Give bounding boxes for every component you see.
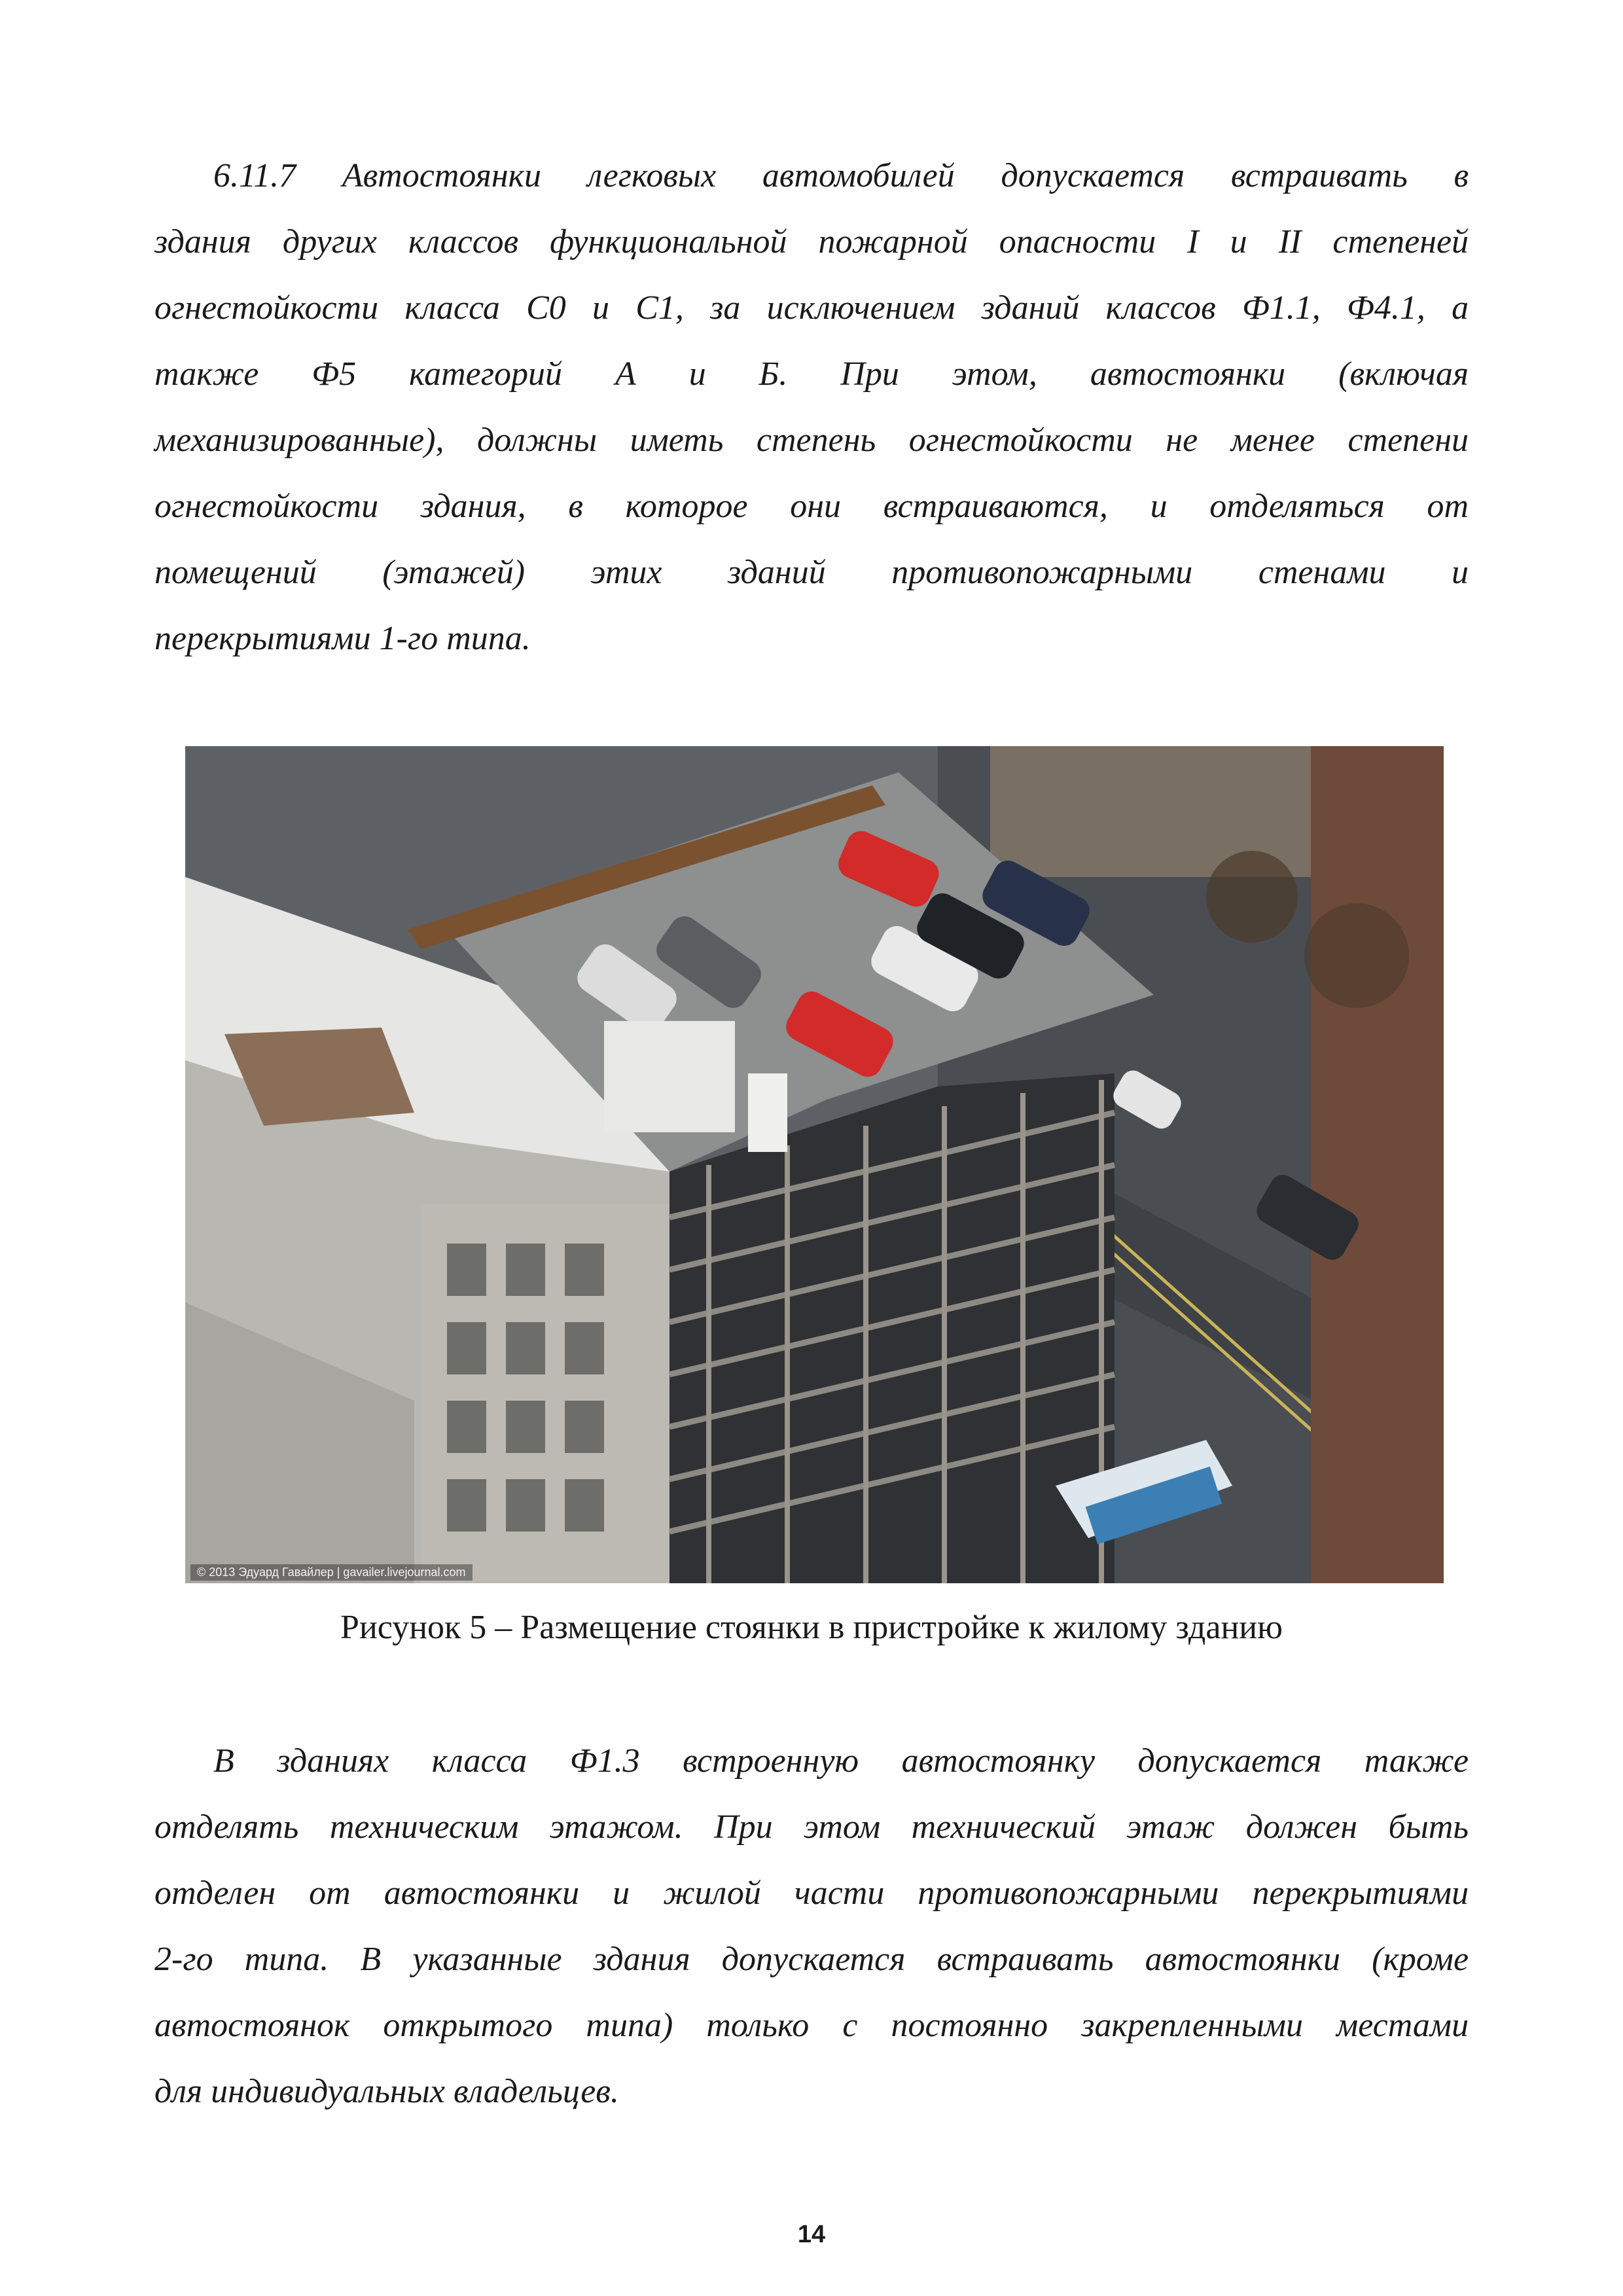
- paragraph-line: здания других классов функциональной пожарной опасности I и II степеней: [154, 223, 1469, 260]
- paragraph-line: помещений (этажей) этих зданий противопожарными стенами и: [154, 554, 1469, 591]
- paragraph-line: для индивидуальных владельцев.: [154, 2073, 619, 2110]
- paragraph-line: 6.11.7 Автостоянки легковых автомобилей допускается встраивать в: [213, 157, 1469, 194]
- paragraph-line: 2-го типа. В указанные здания допускается встраивать автостоянки (кроме: [154, 1941, 1469, 1978]
- paragraph-line: отделен от автостоянки и жилой части противопожарными перекрытиями: [154, 1874, 1469, 1912]
- figure-caption: Рисунок 5 – Размещение стоянки в пристройке к жилому зданию: [340, 1609, 1283, 1646]
- photo-credit: © 2013 Эдуард Гавайлер | gavailer.livejournal.com: [190, 1564, 473, 1581]
- paragraph-line: отделять техническим этажом. При этом технический этаж должен быть: [154, 1808, 1469, 1846]
- paragraph-line: автостоянок открытого типа) только с постоянно закрепленными местами: [154, 2007, 1469, 2044]
- paragraph-line: механизированные), должны иметь степень огнестойкости не менее степени: [154, 422, 1469, 459]
- paragraph-1: [154, 143, 1469, 672]
- paragraph-line: В зданиях класса Ф1.3 встроенную автостоянку допускается также: [213, 1742, 1469, 1780]
- paragraph-line: огнестойкости здания, в которое они встраиваются, и отделяться от: [154, 488, 1469, 525]
- paragraph-line: также Ф5 категорий А и Б. При этом, автостоянки (включая: [154, 355, 1469, 393]
- parking-building-photo: [185, 746, 1444, 1583]
- page-number: 14: [797, 2221, 826, 2248]
- paragraph-line: огнестойкости класса С0 и С1, за исключением зданий классов Ф1.1, Ф4.1, а: [154, 289, 1469, 327]
- paragraph-2: [154, 1728, 1469, 2125]
- paragraph-line: перекрытиями 1-го типа.: [154, 620, 531, 657]
